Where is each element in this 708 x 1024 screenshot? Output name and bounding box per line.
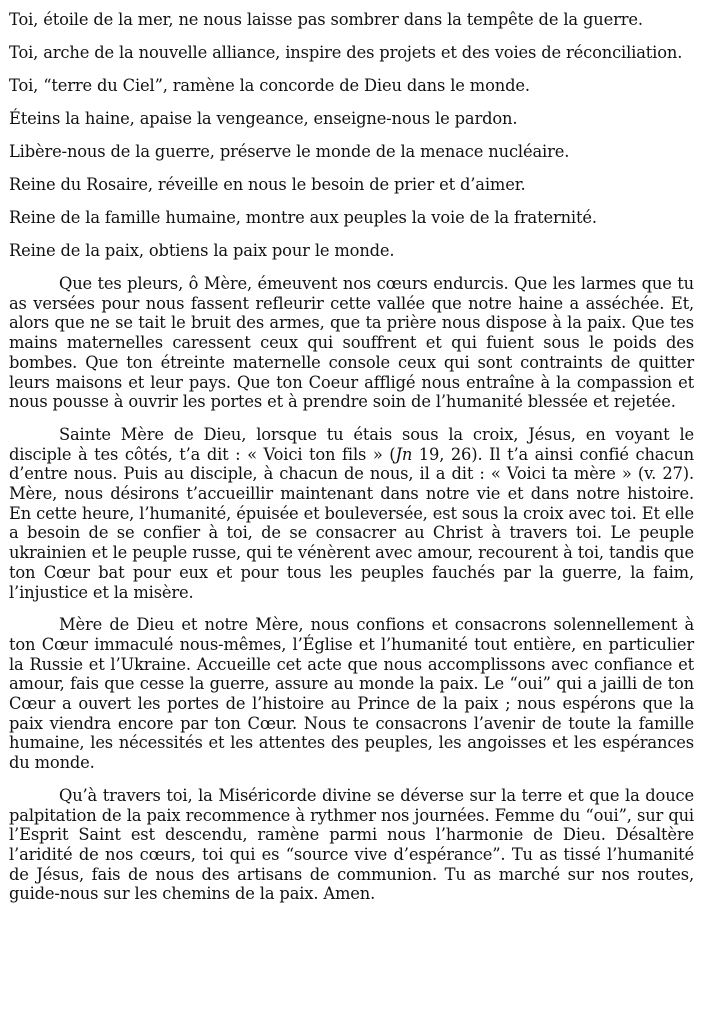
invocation-line: Toi, arche de la nouvelle alliance, inspire des projets et des voies de réconciliation. (9, 43, 683, 62)
invocation-line: Reine de la famille humaine, montre aux peuples la voie de la fraternité. (9, 208, 597, 227)
invocation-line: Reine de la paix, obtiens la paix pour le monde. (9, 241, 395, 260)
invocation-line: Toi, “terre du Ciel”, ramène la concorde de Dieu dans le monde. (9, 76, 530, 95)
invocation-line: Éteins la haine, apaise la vengeance, enseigne-nous le pardon. (9, 109, 518, 128)
paragraph-mercy: Qu’à travers toi, la Miséricorde divine se déverse sur la terre et que la douce palpitation de la paix recommence à rythmer nos journées. Femme du “oui”, sur qui l’Esprit Saint est descendu, ramène parmi nous l’harmonie de Dieu. Désaltère l’aridité de nos cœurs, toi qui es “source vive d’espérance”. Tu as tissé l’humanité de Jésus, fais de nous des artisans de communion. Tu as marché sur nos routes, guide-nous sur les chemins de la paix. Amen. (9, 785, 694, 904)
paragraph-consecration: Mère de Dieu et notre Mère, nous confions et consacrons solennellement à ton Cœur immaculé nous-mêmes, l’Église et l’humanité tout entière, en particulier la Russie et l’Ukraine. Accueille cet acte que nous accomplissons avec confiance et amour, fais que cesse la guerre, assure au monde la paix. Le “oui” qui a jailli de ton Cœur a ouvert les portes de l’histoire au Prince de la paix ; nous espérons que la paix viendra encore par ton Cœur. Nous te consacrons l’avenir de toute la famille humaine, les nécessités et les attentes des peuples, les angoisses et les espérances du monde. (9, 615, 694, 773)
paragraph-cross-part-a: Sainte Mère de Dieu, lorsque tu étais sous la croix, Jésus, en voyant le disciple à tes côtés, t’a dit : « Voici ton fils » ( (9, 424, 694, 464)
paragraph-tears: Que tes pleurs, ô Mère, émeuvent nos cœurs endurcis. Que les larmes que tu as versées pour nous fassent refleurir cette vallée que notre haine a asséchée. Et, alors que ne se tait le bruit des armes, que ta prière nous dispose à la paix. Que tes mains maternelles caressent ceux qui souffrent et qui fuient sous le poids des bombes. Que ton étreinte maternelle console ceux qui sont contraints de quitter leurs maisons et leur pays. Que ton Coeur affligé nous entraîne à la compassion et nous pousse à ouvrir les portes et à prendre soin de l’humanité blessée et rejetée. (9, 274, 694, 412)
invocation-line: Reine du Rosaire, réveille en nous le besoin de prier et d’aimer. (9, 175, 526, 194)
invocation-line: Toi, étoile de la mer, ne nous laisse pas sombrer dans la tempête de la guerre. (9, 10, 643, 29)
prayer-text (9, 10, 694, 904)
paragraph-cross (9, 425, 694, 602)
invocation-line: Libère-nous de la guerre, préserve le monde de la menace nucléaire. (9, 142, 570, 161)
paragraph-cross-part-b: 19, 26). Il t’a ainsi confié chacun d’entre nous. Puis au disciple, à chacun de nous, il a dit : « Voici ta mère » (v. 27). Mère, nous désirons t’accueillir maintenant dans notre vie et dans notre histoire. En cette heure, l’humanité, épuisée et bouleversée, est sous la croix avec toi. Et elle a besoin de se confier à toi, de se consacrer au Christ à travers toi. Le peuple ukrainien et le peuple russe, qui te vénèrent avec amour, recourent à toi, tandis que ton Cœur bat pour eux et pour tous les peuples fauchés par la guerre, la faim, l’injustice et la misère. (9, 444, 694, 602)
scripture-reference: Jn (395, 444, 413, 464)
